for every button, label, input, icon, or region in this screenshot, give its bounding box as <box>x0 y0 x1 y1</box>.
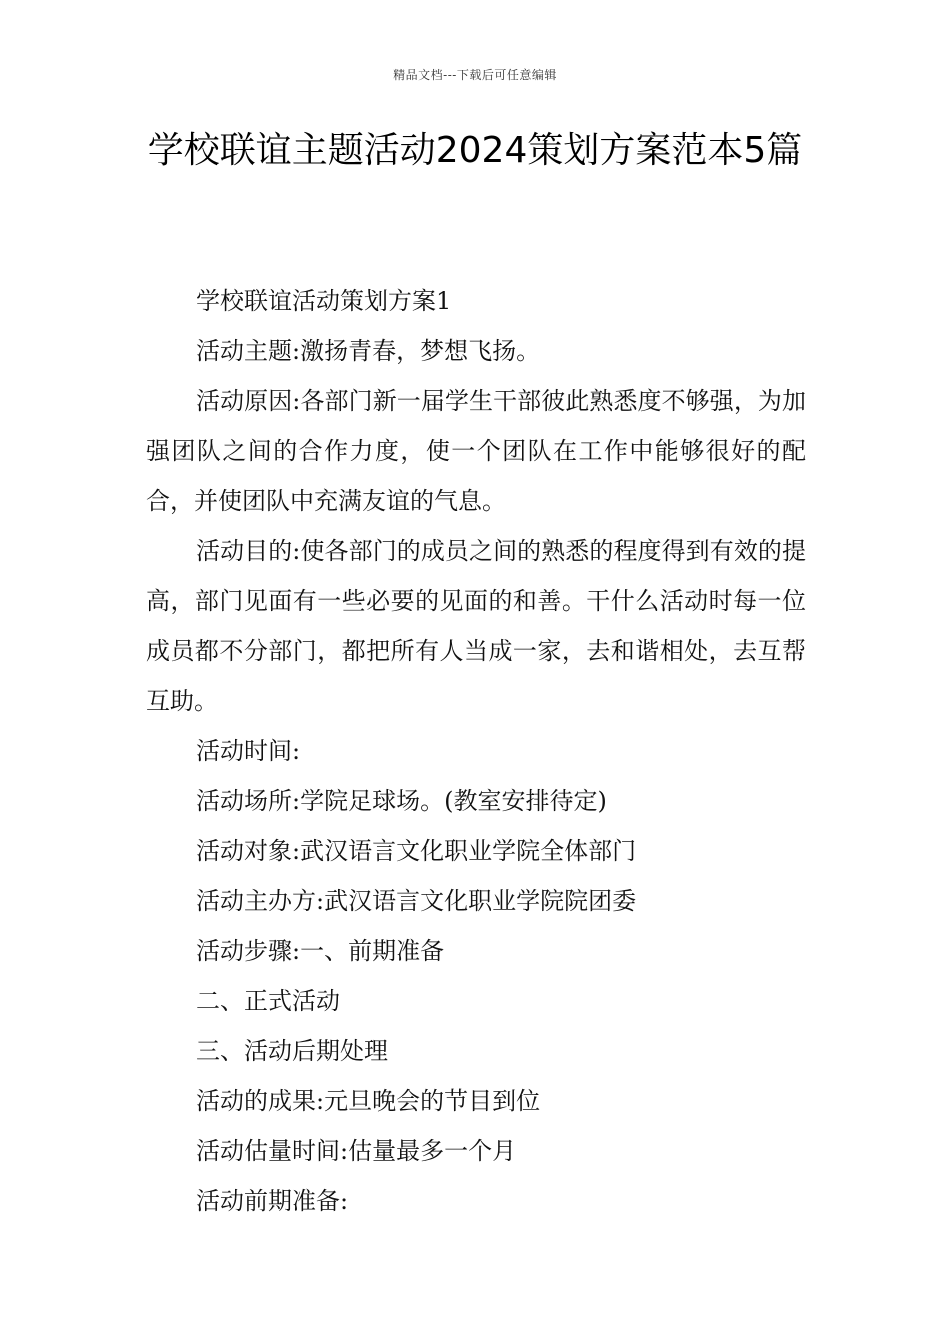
paragraph-preparation: 活动前期准备: <box>196 1187 349 1215</box>
paragraph-plan-heading: 学校联谊活动策划方案1 <box>196 287 452 315</box>
paragraph-theme: 活动主题:激扬青春，梦想飞扬。 <box>196 337 541 365</box>
paragraph-organizer: 活动主办方:武汉语言文化职业学院院团委 <box>196 887 637 915</box>
paragraph-outcome: 活动的成果:元旦晚会的节目到位 <box>196 1087 541 1115</box>
paragraph-estimated-time: 活动估量时间:估量最多一个月 <box>196 1137 517 1165</box>
paragraph-purpose: 活动目的:使各部门的成员之间的熟悉的程度得到有效的提高，部门见面有一些必要的见面的和善。干什么活动时每一位成员都不分部门，都把所有人当成一家，去和谐相处，去互帮互助。 <box>146 537 806 715</box>
paragraph-time: 活动时间: <box>196 737 301 765</box>
paragraph-reason: 活动原因:各部门新一届学生干部彼此熟悉度不够强，为加强团队之间的合作力度，使一个团队在工作中能够很好的配合，并使团队中充满友谊的气息。 <box>146 387 806 515</box>
paragraph-steps: 活动步骤:一、前期准备 <box>196 937 445 965</box>
paragraph-venue: 活动场所:学院足球场。(教室安排待定) <box>196 787 607 815</box>
paragraph-step-two: 二、正式活动 <box>196 987 340 1015</box>
document-title: 学校联谊主题活动2024策划方案范本5篇 <box>147 130 803 171</box>
document-body <box>146 276 806 1226</box>
paragraph-audience: 活动对象:武汉语言文化职业学院全体部门 <box>196 837 637 865</box>
paragraph-step-three: 三、活动后期处理 <box>196 1037 388 1065</box>
header-note: 精品文档---下载后可任意编辑 <box>393 68 557 82</box>
